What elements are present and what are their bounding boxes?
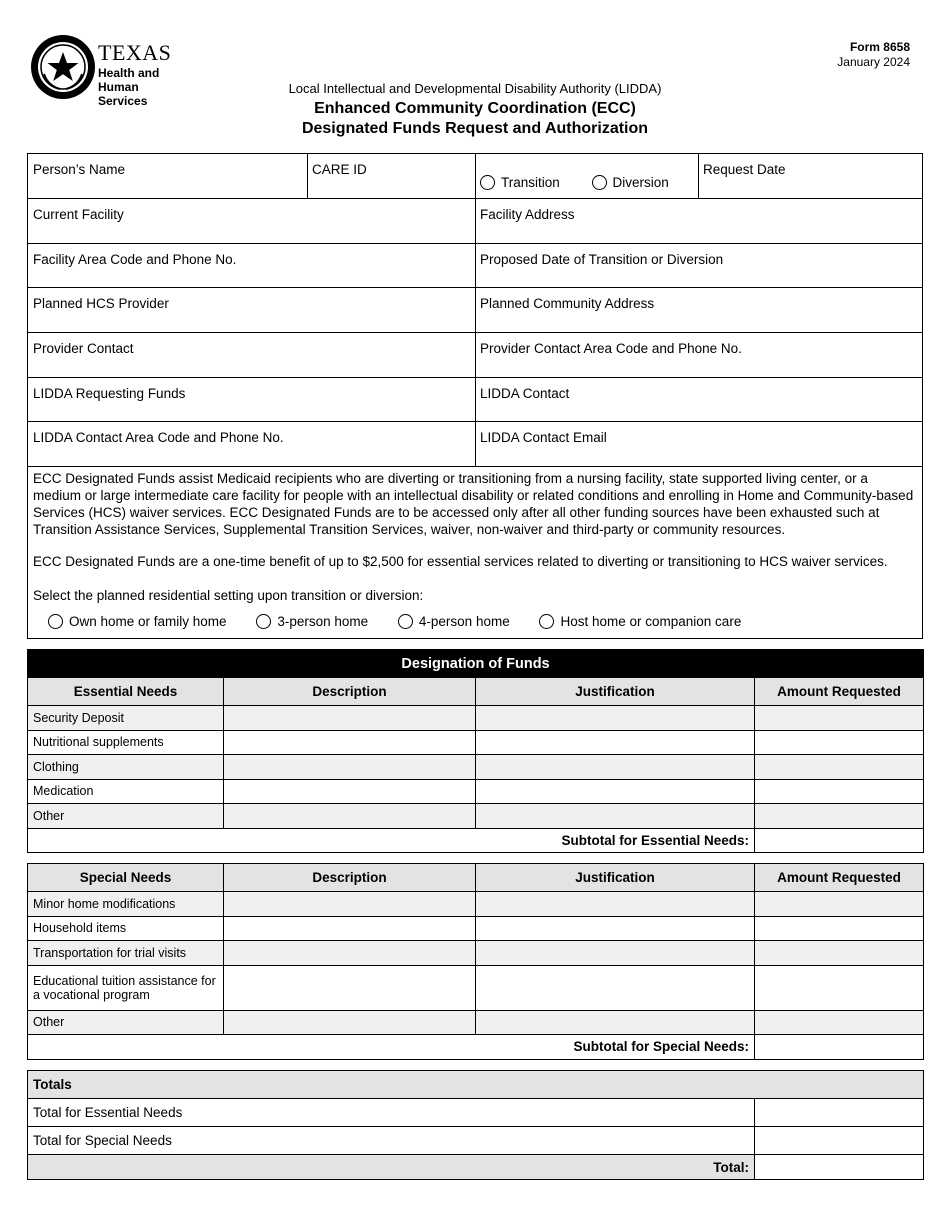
care-id-field[interactable] xyxy=(307,154,475,198)
row-label: Other xyxy=(28,1010,224,1035)
description-cell[interactable] xyxy=(224,779,476,804)
subtotal-row xyxy=(28,1035,924,1060)
facility-phone-field[interactable] xyxy=(28,244,475,287)
justification-cell[interactable] xyxy=(476,892,755,917)
info-paragraph-2: ECC Designated Funds are a one-time benefit of up to $2,500 for essential services related to diverting or transitioning to HCS waiver services. xyxy=(33,554,888,569)
facility-address-label: Facility Address xyxy=(480,207,575,222)
planned-address-label: Planned Community Address xyxy=(480,296,655,311)
total-essential-cell[interactable] xyxy=(755,1099,924,1127)
row-label: Transportation for trial visits xyxy=(28,941,224,966)
setting-option[interactable]: 4-person home xyxy=(398,614,510,629)
justification-cell[interactable] xyxy=(476,804,755,829)
subtotal-row xyxy=(28,828,924,853)
proposed-date-field[interactable] xyxy=(475,244,924,287)
justification-cell[interactable] xyxy=(476,965,755,1010)
justification-cell[interactable] xyxy=(476,755,755,780)
essential-subtotal-label: Subtotal for Essential Needs: xyxy=(28,828,755,853)
row-label: Medication xyxy=(28,779,224,804)
provider-phone-label: Provider Contact Area Code and Phone No. xyxy=(480,341,742,356)
radio-circle-icon xyxy=(48,614,63,629)
residential-setting-group xyxy=(48,613,917,630)
table-row xyxy=(28,706,924,731)
current-facility-label: Current Facility xyxy=(33,207,124,222)
grand-total-label: Total: xyxy=(28,1155,755,1180)
amount-cell[interactable] xyxy=(755,779,924,804)
row-label: Security Deposit xyxy=(28,706,224,731)
radio-circle-icon xyxy=(256,614,271,629)
amount-cell[interactable] xyxy=(755,755,924,780)
column-header: Description xyxy=(224,864,476,892)
table-row xyxy=(28,892,924,917)
amount-cell[interactable] xyxy=(755,965,924,1010)
essential-subtotal-cell[interactable] xyxy=(755,828,924,853)
proposed-date-label: Proposed Date of Transition or Diversion xyxy=(480,252,724,267)
row-label: Household items xyxy=(28,916,224,941)
setting-option[interactable]: Host home or companion care xyxy=(539,614,741,629)
lidda-requesting-field[interactable] xyxy=(28,378,475,421)
lidda-email-label: LIDDA Contact Email xyxy=(480,430,607,445)
amount-cell[interactable] xyxy=(755,1010,924,1035)
amount-cell[interactable] xyxy=(755,892,924,917)
totals-table xyxy=(27,1070,924,1180)
persons-name-label: Person’s Name xyxy=(33,162,126,177)
care-id-label: CARE ID xyxy=(312,162,367,177)
logo-agency-text: Health and Human Services xyxy=(98,66,160,108)
request-date-label: Request Date xyxy=(703,162,786,177)
table-row xyxy=(28,1099,924,1127)
radio-circle-icon xyxy=(539,614,554,629)
form-title-line2: Designated Funds Request and Authorization xyxy=(301,120,649,137)
form-number-block xyxy=(837,40,910,70)
radio-circle-icon xyxy=(592,175,607,190)
essential-needs-table xyxy=(27,649,924,853)
total-special-cell[interactable] xyxy=(755,1127,924,1155)
amount-cell[interactable] xyxy=(755,804,924,829)
column-header: Description xyxy=(224,678,476,706)
provider-contact-label: Provider Contact xyxy=(33,341,134,356)
lidda-contact-field[interactable] xyxy=(475,378,924,421)
description-cell[interactable] xyxy=(224,804,476,829)
special-subtotal-label: Subtotal for Special Needs: xyxy=(28,1035,755,1060)
amount-cell[interactable] xyxy=(755,706,924,731)
lidda-requesting-label: LIDDA Requesting Funds xyxy=(33,386,186,401)
form-title xyxy=(0,79,950,139)
row-label: Educational tuition assistance for a vocational program xyxy=(28,965,224,1010)
total-special-label: Total for Special Needs xyxy=(28,1127,755,1155)
column-header: Justification xyxy=(476,864,755,892)
table-row xyxy=(28,755,924,780)
form-number: Form 8658 xyxy=(849,40,910,54)
table-row xyxy=(28,916,924,941)
table-row xyxy=(28,1155,924,1180)
justification-cell[interactable] xyxy=(476,730,755,755)
grand-total-cell[interactable] xyxy=(755,1155,924,1180)
total-essential-label: Total for Essential Needs xyxy=(28,1099,755,1127)
amount-cell[interactable] xyxy=(755,916,924,941)
planned-provider-label: Planned HCS Provider xyxy=(33,296,169,311)
column-header: Justification xyxy=(476,678,755,706)
transition-type-group xyxy=(475,167,698,190)
column-header: Amount Requested xyxy=(755,864,924,892)
info-paragraph-1: ECC Designated Funds assist Medicaid recipients who are diverting or transitioning from a nursing facility, state supported living center, or a medium or large intermediate care facility for people with an intellectual disability or related conditions and enrolling in Home and Community-based Services (HCS) waiver services. ECC Designated Funds are to be accessed only after all other funding sources have been exhausted such at Transition Assistance Services, Supplemental Transition Services, waiver, non-waiver and third-party or community resources. xyxy=(33,471,914,537)
special-needs-table xyxy=(27,863,924,1060)
setting-option[interactable]: 3-person home xyxy=(256,614,368,629)
table-row xyxy=(28,779,924,804)
lidda-email-field[interactable] xyxy=(475,422,924,466)
row-label: Minor home modifications xyxy=(28,892,224,917)
setting-option[interactable]: Own home or family home xyxy=(48,614,227,629)
table-row xyxy=(28,965,924,1010)
description-cell[interactable] xyxy=(224,965,476,1010)
justification-cell[interactable] xyxy=(476,1010,755,1035)
row-label: Other xyxy=(28,804,224,829)
table-row xyxy=(28,941,924,966)
planned-address-field[interactable] xyxy=(475,288,924,332)
transition-radio[interactable]: Transition xyxy=(480,175,560,190)
row-label: Nutritional supplements xyxy=(28,730,224,755)
lidda-contact-label: LIDDA Contact xyxy=(480,386,570,401)
planned-provider-field[interactable] xyxy=(28,288,475,332)
table-row xyxy=(28,730,924,755)
amount-cell[interactable] xyxy=(755,730,924,755)
table-row xyxy=(28,804,924,829)
column-header: Amount Requested xyxy=(755,678,924,706)
logo-texas-text: TEXAS xyxy=(98,40,172,65)
justification-cell[interactable] xyxy=(476,916,755,941)
lidda-phone-field[interactable] xyxy=(28,422,475,466)
description-cell[interactable] xyxy=(224,892,476,917)
table-row xyxy=(28,1010,924,1035)
justification-cell[interactable] xyxy=(476,779,755,804)
setting-prompt: Select the planned residential setting upon transition or diversion: xyxy=(33,588,424,603)
radio-circle-icon xyxy=(398,614,413,629)
amount-cell[interactable] xyxy=(755,941,924,966)
totals-heading: Totals xyxy=(28,1071,924,1099)
facility-phone-label: Facility Area Code and Phone No. xyxy=(33,252,237,267)
description-cell[interactable] xyxy=(224,941,476,966)
diversion-radio[interactable]: Diversion xyxy=(592,175,669,190)
description-cell[interactable] xyxy=(224,730,476,755)
radio-circle-icon xyxy=(480,175,495,190)
provider-contact-field[interactable] xyxy=(28,333,475,377)
facility-address-field[interactable] xyxy=(475,199,924,243)
lidda-phone-label: LIDDA Contact Area Code and Phone No. xyxy=(33,430,284,445)
form-subtitle: Local Intellectual and Developmental Disability Authority (LIDDA) xyxy=(288,81,662,96)
person-info-section xyxy=(27,153,923,639)
request-date-field[interactable] xyxy=(698,154,924,198)
special-subtotal-cell[interactable] xyxy=(755,1035,924,1060)
form-title-line1: Enhanced Community Coordination (ECC) xyxy=(314,100,636,117)
justification-cell[interactable] xyxy=(476,941,755,966)
description-cell[interactable] xyxy=(224,1010,476,1035)
row-label: Clothing xyxy=(28,755,224,780)
justification-cell[interactable] xyxy=(476,706,755,731)
table-row xyxy=(28,1127,924,1155)
persons-name-field[interactable] xyxy=(28,154,307,198)
column-header: Special Needs xyxy=(28,864,224,892)
column-header: Essential Needs xyxy=(28,678,224,706)
provider-phone-field[interactable] xyxy=(475,333,924,377)
designation-banner: Designation of Funds xyxy=(28,650,924,678)
form-date: January 2024 xyxy=(837,55,910,69)
current-facility-field[interactable] xyxy=(28,199,475,243)
description-cell[interactable] xyxy=(224,755,476,780)
description-cell[interactable] xyxy=(224,916,476,941)
description-cell[interactable] xyxy=(224,706,476,731)
